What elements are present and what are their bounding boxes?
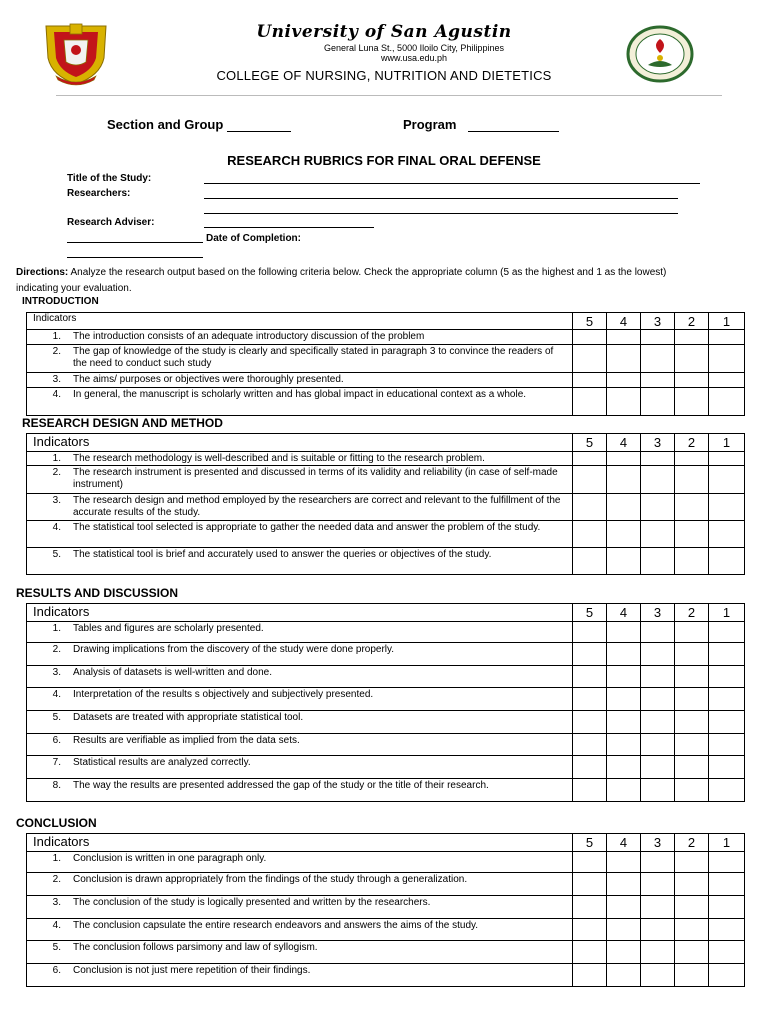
rating-cell-2[interactable] [675, 919, 709, 941]
rating-cell-5[interactable] [573, 873, 607, 896]
rating-cell-3[interactable] [641, 330, 675, 345]
table-row [27, 852, 745, 873]
rating-cell-2[interactable] [675, 734, 709, 756]
rating-cell-3[interactable] [641, 388, 675, 416]
rating-cell-4[interactable] [607, 388, 641, 416]
scale-5: 5 [573, 604, 607, 622]
item-number: 5. [52, 712, 61, 723]
table-row [27, 345, 745, 373]
item-number: 3. [52, 667, 61, 678]
rating-cell-4[interactable] [607, 330, 641, 345]
rating-cell-2[interactable] [675, 964, 709, 987]
rating-cell-4[interactable] [607, 756, 641, 779]
rating-cell-4[interactable] [607, 964, 641, 987]
rating-cell-4[interactable] [607, 643, 641, 666]
rating-cell-4[interactable] [607, 666, 641, 688]
rating-cell-4[interactable] [607, 466, 641, 494]
program-line[interactable] [468, 131, 559, 132]
rubric-table-research-design [26, 433, 745, 575]
rating-cell-1[interactable] [709, 779, 745, 802]
rating-cell-1[interactable] [709, 452, 745, 466]
rating-cell-4[interactable] [607, 452, 641, 466]
indicators-header: Indicators [27, 313, 573, 330]
table-row [27, 666, 745, 688]
rating-cell-4[interactable] [607, 521, 641, 548]
section-group-label: Section and Group [107, 117, 224, 132]
indicator-text: The introduction consists of an adequate introductory discussion of the problem [73, 331, 425, 342]
item-number: 1. [52, 331, 61, 342]
item-number: 1. [52, 453, 61, 464]
rating-cell-5[interactable] [573, 452, 607, 466]
rating-cell-4[interactable] [607, 919, 641, 941]
indicator-text: In general, the manuscript is scholarly written and has global impact in educational context as a whole. [73, 389, 527, 400]
scale-4: 4 [607, 604, 641, 622]
rating-cell-4[interactable] [607, 941, 641, 964]
indicator-text: The research design and method employed by the researchers are correct and relevant to the fulfillment of the accurate results of the study. [73, 495, 561, 518]
rating-cell-1[interactable] [709, 330, 745, 345]
table-row [27, 756, 745, 779]
indicator-text: Analysis of datasets is well-written and done. [73, 667, 272, 678]
rating-cell-5[interactable] [573, 919, 607, 941]
rating-cell-3[interactable] [641, 548, 675, 575]
rating-cell-3[interactable] [641, 779, 675, 802]
item-number: 4. [52, 689, 61, 700]
rating-cell-3[interactable] [641, 494, 675, 521]
rating-cell-5[interactable] [573, 779, 607, 802]
item-number: 1. [52, 853, 61, 864]
rating-cell-1[interactable] [709, 964, 745, 987]
rating-cell-1[interactable] [709, 896, 745, 919]
indicator-text: Conclusion is not just mere repetition of their findings. [73, 965, 311, 976]
indicator-text: The way the results are presented addressed the gap of the study or the title of their research. [73, 780, 489, 791]
rating-cell-3[interactable] [641, 873, 675, 896]
rating-cell-5[interactable] [573, 711, 607, 734]
rating-cell-2[interactable] [675, 622, 709, 643]
rating-cell-5[interactable] [573, 756, 607, 779]
rating-cell-1[interactable] [709, 919, 745, 941]
rating-cell-5[interactable] [573, 521, 607, 548]
indicator-text: Statistical results are analyzed correctly. [73, 757, 251, 768]
rating-cell-2[interactable] [675, 452, 709, 466]
indicator-text: The research methodology is well-described and is suitable or fitting to the research problem. [73, 453, 485, 464]
rating-cell-1[interactable] [709, 548, 745, 575]
table-row [27, 622, 745, 643]
item-number: 3. [52, 897, 61, 908]
indicators-header: Indicators [27, 834, 573, 852]
indicator-text: Conclusion is written in one paragraph only. [73, 853, 267, 864]
item-number: 5. [52, 942, 61, 953]
rating-cell-5[interactable] [573, 622, 607, 643]
rating-cell-3[interactable] [641, 466, 675, 494]
rating-cell-4[interactable] [607, 373, 641, 388]
scale-2: 2 [675, 434, 709, 452]
rubric-table-introduction [26, 312, 745, 416]
rating-cell-5[interactable] [573, 548, 607, 575]
scale-4: 4 [607, 434, 641, 452]
table-row [27, 734, 745, 756]
rubric-table-conclusion [26, 833, 745, 987]
rating-cell-3[interactable] [641, 688, 675, 711]
table-row [27, 452, 745, 466]
item-number: 4. [52, 389, 61, 400]
rating-cell-2[interactable] [675, 330, 709, 345]
rating-cell-3[interactable] [641, 896, 675, 919]
rating-cell-2[interactable] [675, 521, 709, 548]
item-number: 4. [52, 920, 61, 931]
rating-cell-2[interactable] [675, 345, 709, 373]
rating-cell-5[interactable] [573, 494, 607, 521]
rating-cell-1[interactable] [709, 711, 745, 734]
item-number: 5. [52, 549, 61, 560]
indicator-text: The aims/ purposes or objectives were thoroughly presented. [73, 374, 344, 385]
researchers-line-2[interactable] [204, 213, 678, 214]
rating-cell-2[interactable] [675, 548, 709, 575]
rating-cell-3[interactable] [641, 756, 675, 779]
rubric-table-results-discussion [26, 603, 745, 802]
item-number: 6. [52, 735, 61, 746]
indicator-text: Results are verifiable as implied from the data sets. [73, 735, 300, 746]
rating-cell-1[interactable] [709, 666, 745, 688]
title-of-study-label: Title of the Study: [67, 173, 152, 184]
rating-cell-5[interactable] [573, 373, 607, 388]
section-title-research-design: RESEARCH DESIGN AND METHOD [22, 416, 223, 430]
scale-5: 5 [573, 434, 607, 452]
table-row [27, 964, 745, 987]
indicator-text: The research instrument is presented and discussed in terms of its validity and reliability (in case of self-made instrument) [73, 467, 558, 490]
rating-cell-2[interactable] [675, 896, 709, 919]
rating-cell-4[interactable] [607, 622, 641, 643]
rating-cell-3[interactable] [641, 452, 675, 466]
table-row [27, 779, 745, 802]
rating-cell-5[interactable] [573, 852, 607, 873]
university-name: University of San Agustin [256, 22, 512, 42]
rating-cell-4[interactable] [607, 345, 641, 373]
indicator-text: The statistical tool selected is appropriate to gather the needed data and answer the problem of the study. [73, 522, 541, 533]
rating-cell-4[interactable] [607, 852, 641, 873]
indicator-text: The gap of knowledge of the study is clearly and specifically stated in paragraph 3 to convince the readers of the need to conduct such study [73, 346, 554, 369]
table-row [27, 521, 745, 548]
scale-2: 2 [675, 604, 709, 622]
researchers-label: Researchers: [67, 188, 131, 199]
rating-cell-1[interactable] [709, 643, 745, 666]
researchers-line-1[interactable] [204, 198, 678, 199]
scale-5: 5 [573, 313, 607, 330]
rating-cell-1[interactable] [709, 521, 745, 548]
rating-cell-1[interactable] [709, 688, 745, 711]
rating-cell-3[interactable] [641, 852, 675, 873]
scale-3: 3 [641, 434, 675, 452]
table-row [27, 494, 745, 521]
rating-cell-4[interactable] [607, 896, 641, 919]
scale-1: 1 [709, 834, 745, 852]
rating-cell-1[interactable] [709, 466, 745, 494]
indicator-text: Drawing implications from the discovery of the study were done properly. [73, 644, 395, 655]
date-completion-line[interactable] [67, 257, 203, 258]
rating-cell-2[interactable] [675, 643, 709, 666]
rating-cell-1[interactable] [709, 734, 745, 756]
rating-cell-5[interactable] [573, 330, 607, 345]
rating-cell-2[interactable] [675, 873, 709, 896]
rating-cell-5[interactable] [573, 666, 607, 688]
table-row [27, 873, 745, 896]
item-number: 1. [52, 623, 61, 634]
program-label: Program [403, 117, 457, 132]
rating-cell-3[interactable] [641, 964, 675, 987]
table-row [27, 688, 745, 711]
rating-cell-5[interactable] [573, 643, 607, 666]
table-row [27, 711, 745, 734]
rating-cell-2[interactable] [675, 388, 709, 416]
item-number: 2. [52, 644, 61, 655]
rating-cell-5[interactable] [573, 941, 607, 964]
rating-cell-2[interactable] [675, 711, 709, 734]
indicator-text: The conclusion of the study is logically presented and written by the researchers. [73, 897, 431, 908]
rating-cell-3[interactable] [641, 643, 675, 666]
indicator-text: Tables and figures are scholarly presented. [73, 623, 264, 634]
rating-cell-3[interactable] [641, 373, 675, 388]
table-row [27, 548, 745, 575]
adviser-line[interactable] [204, 227, 374, 228]
rating-cell-3[interactable] [641, 345, 675, 373]
rating-cell-5[interactable] [573, 896, 607, 919]
section-title-results-discussion: RESULTS AND DISCUSSION [16, 586, 179, 600]
title-of-study-line[interactable] [204, 183, 700, 184]
indicators-header: Indicators [27, 434, 573, 452]
table-row [27, 373, 745, 388]
page-title: RESEARCH RUBRICS FOR FINAL ORAL DEFENSE [227, 153, 541, 168]
section-group-line[interactable] [227, 131, 291, 132]
scale-3: 3 [641, 313, 675, 330]
rating-cell-2[interactable] [675, 779, 709, 802]
rating-cell-2[interactable] [675, 666, 709, 688]
table-row [27, 941, 745, 964]
table-row [27, 919, 745, 941]
rating-cell-1[interactable] [709, 373, 745, 388]
rating-cell-5[interactable] [573, 688, 607, 711]
scale-1: 1 [709, 604, 745, 622]
item-number: 3. [52, 374, 61, 385]
indicator-text: Conclusion is drawn appropriately from the findings of the study through a generalization. [73, 874, 468, 885]
rating-cell-4[interactable] [607, 688, 641, 711]
indicator-text: The conclusion capsulate the entire research endeavors and answers the aims of the study. [73, 920, 479, 931]
header-divider [56, 95, 722, 96]
table-row [27, 330, 745, 345]
indicator-text: The statistical tool is brief and accurately used to answer the queries or objectives of the study. [73, 549, 492, 560]
college-name: COLLEGE OF NURSING, NUTRITION AND DIETETICS [216, 68, 552, 83]
rating-cell-3[interactable] [641, 941, 675, 964]
rating-cell-1[interactable] [709, 873, 745, 896]
indicators-header: Indicators [27, 604, 573, 622]
date-completion-label: Date of Completion: [206, 233, 301, 244]
rating-cell-3[interactable] [641, 521, 675, 548]
table-row [27, 466, 745, 494]
rating-cell-4[interactable] [607, 494, 641, 521]
rating-cell-4[interactable] [607, 873, 641, 896]
rating-cell-1[interactable] [709, 388, 745, 416]
item-number: 2. [52, 467, 61, 478]
scale-1: 1 [709, 313, 745, 330]
table-row [27, 643, 745, 666]
rating-cell-4[interactable] [607, 711, 641, 734]
rating-cell-4[interactable] [607, 779, 641, 802]
table-row [27, 896, 745, 919]
adviser-label: Research Adviser: [67, 217, 155, 228]
rating-cell-3[interactable] [641, 919, 675, 941]
item-number: 7. [52, 757, 61, 768]
scale-3: 3 [641, 834, 675, 852]
indicator-text: Datasets are treated with appropriate statistical tool. [73, 712, 304, 723]
adviser-name-line[interactable] [67, 242, 203, 243]
rating-cell-1[interactable] [709, 852, 745, 873]
rating-cell-1[interactable] [709, 622, 745, 643]
scale-4: 4 [607, 834, 641, 852]
rating-cell-3[interactable] [641, 711, 675, 734]
section-title-introduction: INTRODUCTION [22, 296, 99, 307]
rating-cell-1[interactable] [709, 494, 745, 521]
rating-cell-3[interactable] [641, 734, 675, 756]
rating-cell-2[interactable] [675, 494, 709, 521]
directions: Directions: Analyze the research output based on the following criteria below. Check the appropriate column (5 as the highest and 1 as the lowest) indicating your evaluation. [16, 267, 667, 294]
item-number: 6. [52, 965, 61, 976]
scale-2: 2 [675, 834, 709, 852]
item-number: 4. [52, 522, 61, 533]
rating-cell-1[interactable] [709, 941, 745, 964]
rating-cell-3[interactable] [641, 666, 675, 688]
rating-cell-2[interactable] [675, 688, 709, 711]
scale-1: 1 [709, 434, 745, 452]
scale-4: 4 [607, 313, 641, 330]
rating-cell-5[interactable] [573, 734, 607, 756]
rating-cell-5[interactable] [573, 466, 607, 494]
item-number: 2. [52, 346, 61, 357]
rating-cell-1[interactable] [709, 345, 745, 373]
table-row [27, 388, 745, 416]
scale-3: 3 [641, 604, 675, 622]
rating-cell-5[interactable] [573, 345, 607, 373]
rating-cell-2[interactable] [675, 373, 709, 388]
university-website: www.usa.edu.ph [380, 53, 448, 63]
indicator-text: Interpretation of the results s objectively and subjectively presented. [73, 689, 374, 700]
rating-cell-5[interactable] [573, 388, 607, 416]
rating-cell-5[interactable] [573, 964, 607, 987]
item-number: 2. [52, 874, 61, 885]
university-address: General Luna St., 5000 Iloilo City, Philippines [324, 43, 504, 53]
rating-cell-2[interactable] [675, 466, 709, 494]
section-title-conclusion: CONCLUSION [16, 816, 97, 830]
rating-cell-4[interactable] [607, 548, 641, 575]
rating-cell-2[interactable] [675, 941, 709, 964]
rating-cell-2[interactable] [675, 852, 709, 873]
item-number: 8. [52, 780, 61, 791]
indicator-text: The conclusion follows parsimony and law of syllogism. [73, 942, 318, 953]
rating-cell-1[interactable] [709, 756, 745, 779]
scale-2: 2 [675, 313, 709, 330]
scale-5: 5 [573, 834, 607, 852]
rating-cell-4[interactable] [607, 734, 641, 756]
rating-cell-2[interactable] [675, 756, 709, 779]
rating-cell-3[interactable] [641, 622, 675, 643]
item-number: 3. [52, 495, 61, 506]
